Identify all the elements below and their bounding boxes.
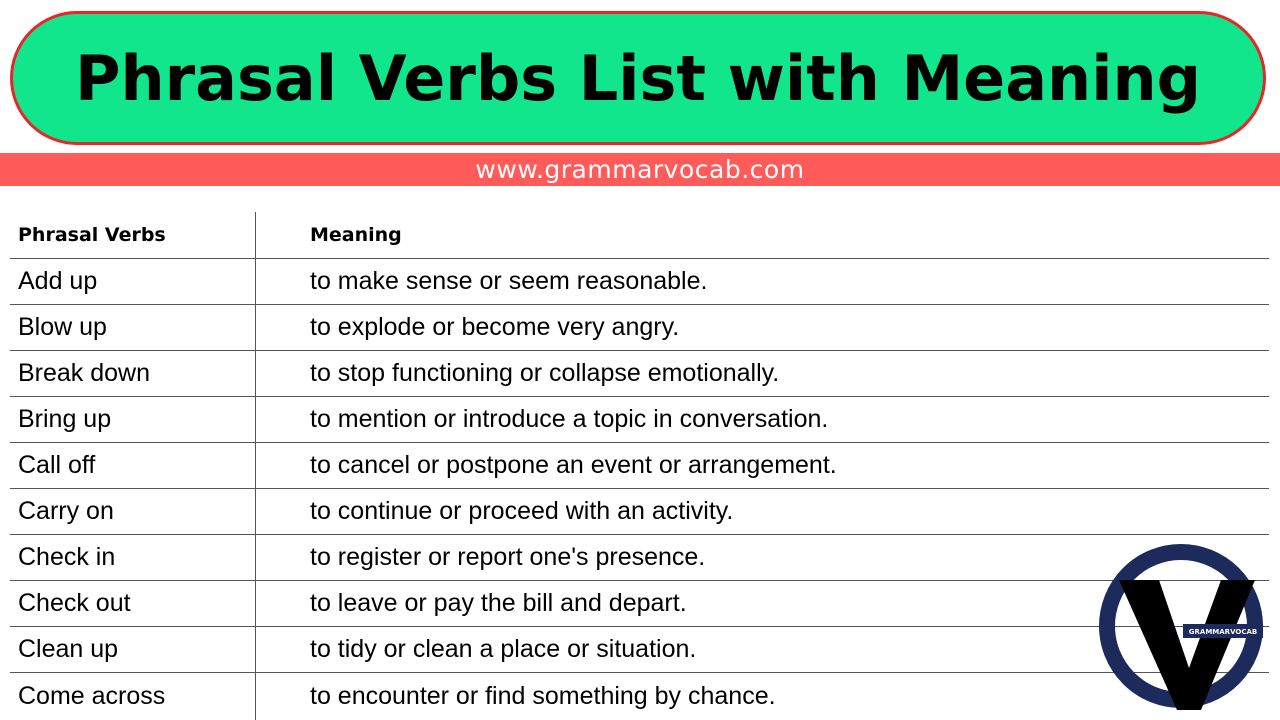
table-row (10, 627, 1269, 673)
meaning-cell: to continue or proceed with an activity. (310, 497, 734, 525)
column-header-meaning: Meaning (310, 224, 402, 246)
phrasal-verbs-table (10, 212, 1269, 719)
table-row (10, 535, 1269, 581)
phrasal-verb-cell: Call off (18, 451, 96, 479)
logo-text: GRAMMARVOCAB (1188, 628, 1258, 636)
meaning-cell: to encounter or find something by chance. (310, 681, 776, 710)
table-row (10, 489, 1269, 535)
phrasal-verb-cell: Check in (18, 543, 116, 571)
page-title: Phrasal Verbs List with Meaning (75, 41, 1201, 115)
phrasal-verb-cell: Check out (18, 589, 131, 617)
website-banner (0, 153, 1280, 186)
phrasal-verb-cell: Carry on (18, 497, 114, 525)
phrasal-verb-cell: Break down (18, 359, 151, 387)
table-row (10, 259, 1269, 305)
meaning-cell: to register or report one's presence. (310, 543, 706, 571)
table-row (10, 673, 1269, 719)
phrasal-verb-cell: Add up (18, 267, 98, 295)
meaning-cell: to tidy or clean a place or situation. (310, 635, 697, 663)
table-row (10, 351, 1269, 397)
column-header-phrasal-verbs: Phrasal Verbs (18, 224, 166, 246)
grammarvocab-logo-icon (1097, 540, 1267, 712)
phrasal-verb-cell: Come across (18, 681, 166, 710)
meaning-cell: to mention or introduce a topic in conversation. (310, 405, 829, 433)
phrasal-verb-cell: Clean up (18, 635, 119, 663)
title-banner (10, 11, 1266, 145)
meaning-cell: to cancel or postpone an event or arrangement. (310, 451, 837, 479)
table-row (10, 397, 1269, 443)
table-row (10, 305, 1269, 351)
table-header-row (10, 212, 1269, 259)
column-divider (255, 212, 256, 720)
website-url: www.grammarvocab.com (475, 155, 805, 184)
phrasal-verb-cell: Bring up (18, 405, 112, 433)
meaning-cell: to stop functioning or collapse emotionally. (310, 359, 780, 387)
phrasal-verb-cell: Blow up (18, 313, 107, 341)
meaning-cell: to leave or pay the bill and depart. (310, 589, 687, 617)
meaning-cell: to explode or become very angry. (310, 313, 680, 341)
table-row (10, 443, 1269, 489)
table-row (10, 581, 1269, 627)
meaning-cell: to make sense or seem reasonable. (310, 267, 708, 295)
